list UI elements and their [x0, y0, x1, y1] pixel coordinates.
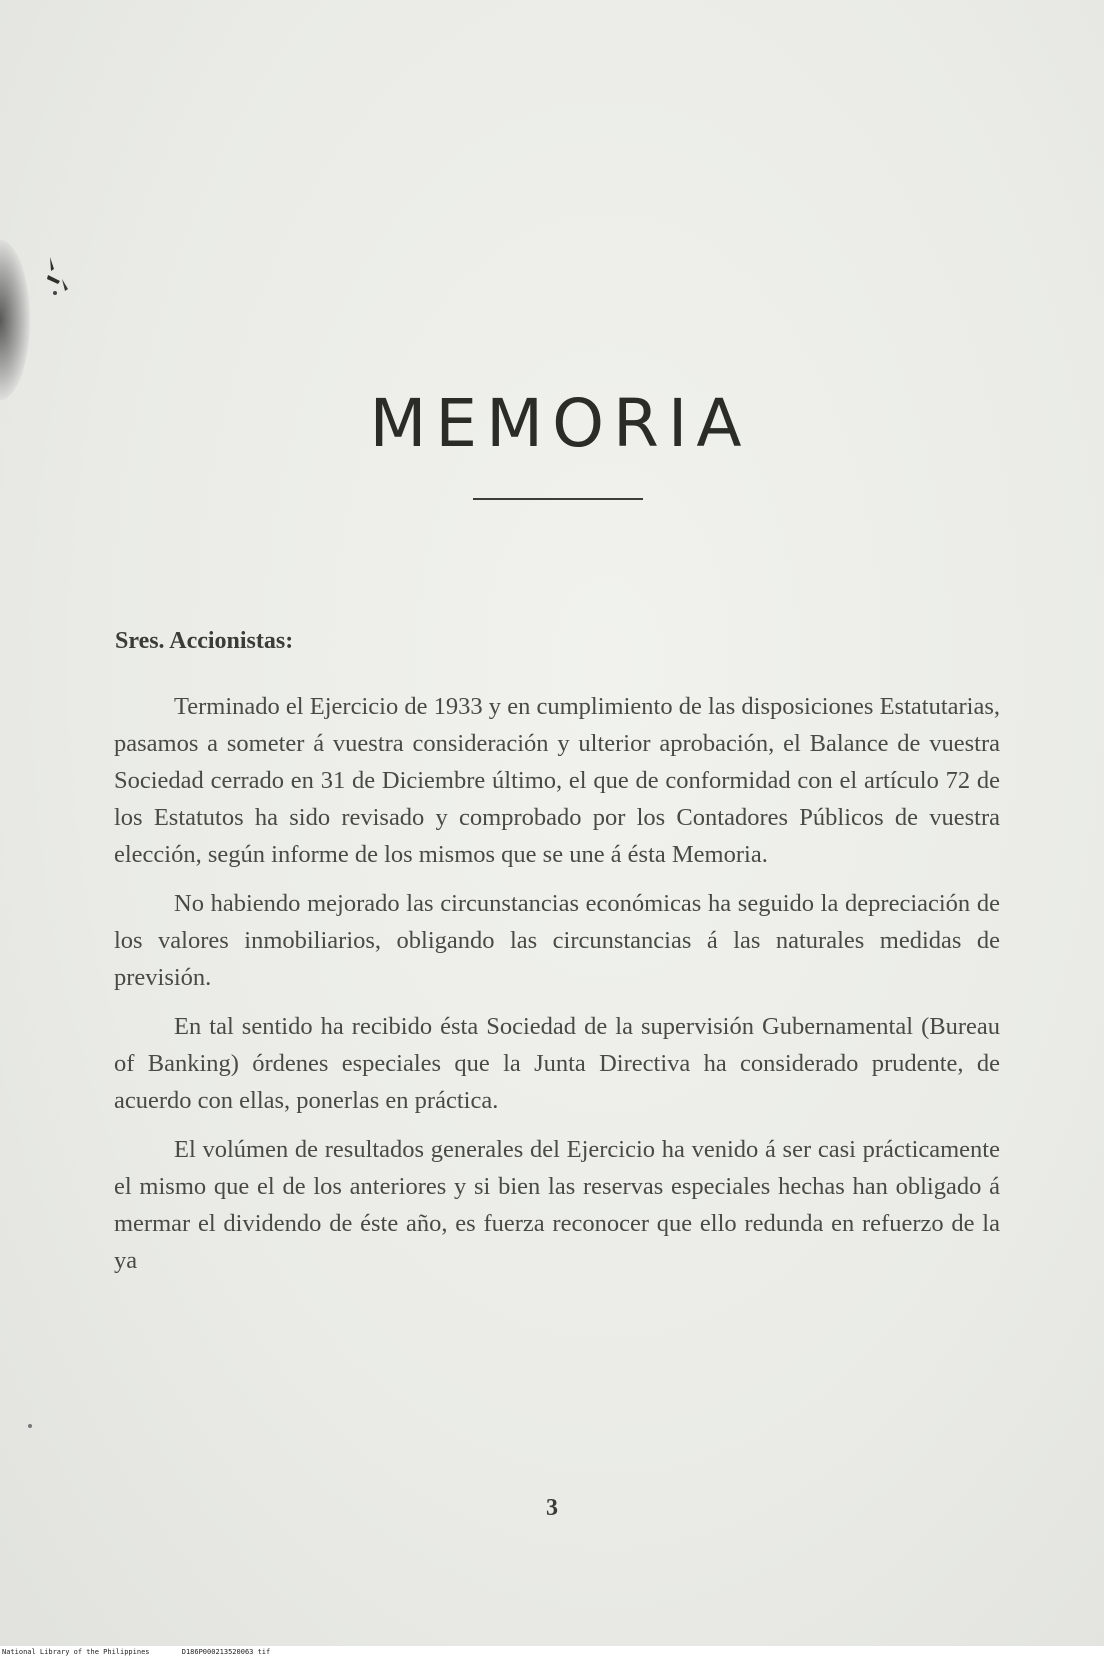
page-title: MEMORIA: [369, 385, 751, 462]
stray-ink-mark: [44, 255, 84, 305]
body-text: [114, 688, 1000, 1291]
paragraph: Terminado el Ejercicio de 1933 y en cumplimiento de las disposiciones Estatutarias, pasamos a someter á vuestra consideración y ulterior aprobación, el Balance de vuestra Sociedad cerrado en 31 de Diciembre último, el que de conformidad con el artículo 72 de los Estatutos ha sido revisado y comprobado por los Contadores Públicos de vuestra elección, según informe de los mismos que se une á ésta Memoria.: [114, 693, 1000, 868]
footer-library: National Library of the Philippines: [2, 1648, 150, 1656]
paragraph: En tal sentido ha recibido ésta Sociedad de la supervisión Gubernamental (Bureau of Banking) órdenes especiales que la Junta Directiva ha considerado prudente, de acuerdo con ellas, ponerlas en práctica.: [114, 1013, 1000, 1114]
salutation: Sres. Accionistas:: [115, 628, 294, 654]
paragraph: No habiendo mejorado las circunstancias económicas ha seguido la depreciación de los valores inmobiliarios, obligando las circunstancias á las naturales medidas de previsión.: [114, 890, 1000, 991]
title-underline: [473, 498, 643, 500]
footer-file: D186P000213520063 tif: [181, 1648, 271, 1656]
paragraph: El volúmen de resultados generales del Ejercicio ha venido á ser casi prácticamente el mismo que el de los anteriores y si bien las reservas especiales hechas han obligado á mermar el dividendo de éste año, es fuerza reconocer que ello redunda en refuerzo de la ya: [114, 1136, 1000, 1274]
binding-shadow: [0, 240, 30, 400]
scan-footer: [0, 1646, 1104, 1658]
page-number: 3: [546, 1495, 558, 1521]
stray-dot: [28, 1424, 32, 1428]
